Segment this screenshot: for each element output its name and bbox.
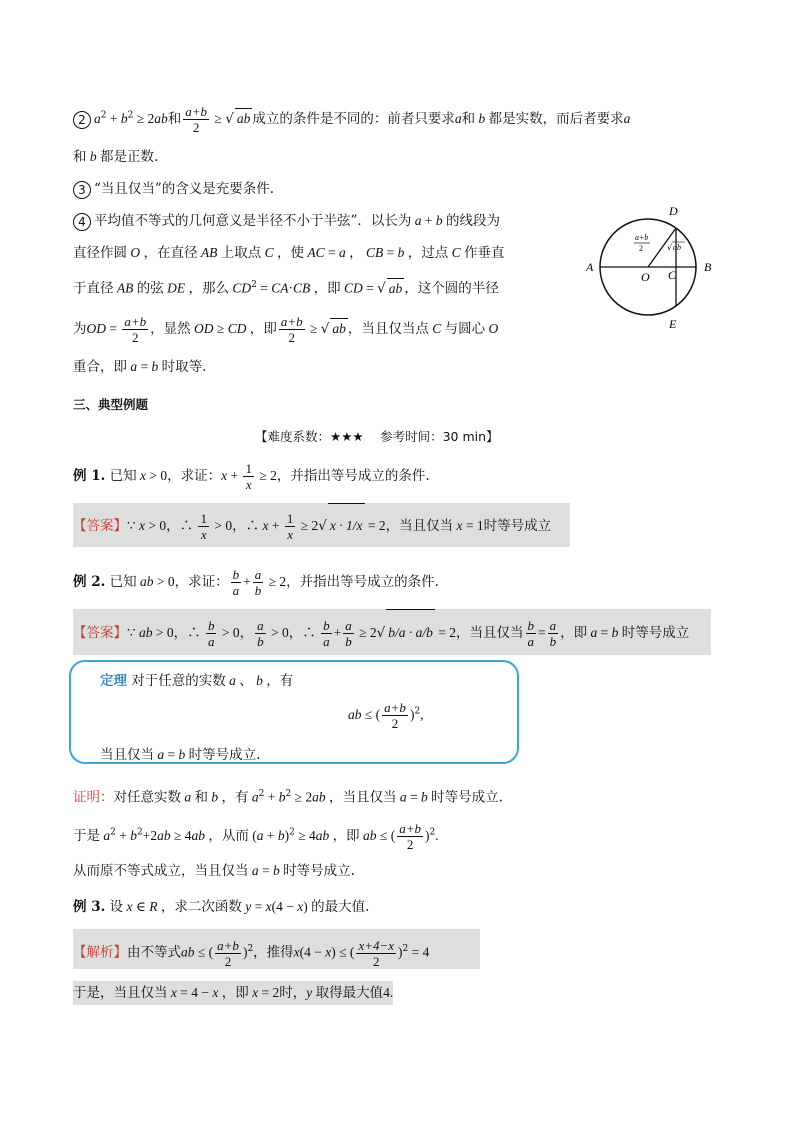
item2-line1: 2 $a^2 + b^2 \ge 2ab$和 $\frac{a+b}{2}$ ≥ √ ab 成立的条件是不同的：前者只要求a和 b 都是实数，而后者要求a <box>73 104 630 135</box>
item4-line1: 4 平均值不等式的几何意义是半径不小于半弦”．以长为 a + b 的线段为 <box>73 211 500 231</box>
difficulty-line: 【难度系数：★★★ 参考时间：30 min】 <box>255 429 499 444</box>
figure-label-e: E <box>669 317 677 331</box>
figure-label-d: D <box>669 204 678 218</box>
figure-label-o: O <box>641 270 650 284</box>
figure-label-b: B <box>704 260 712 274</box>
circled-number-2: 2 <box>73 111 91 129</box>
circle-figure <box>582 200 722 340</box>
item3-line: 3 “当且仅当”的含义是充要条件. <box>73 179 274 199</box>
item2-line2: 和 b 都是正数. <box>73 149 159 165</box>
ex3-solution: 【解析】由不等式ab ≤ ( $\frac{a+b}{2}$ )$^2$，推得x(4 − x) ≤ ( $\frac{x+4-x}{2}$ )$^2$ = 4 <box>73 929 480 969</box>
ex1-answer: 【答案】∵ x > 0，∴ $\frac{1}{x}$ > 0，∴ x + $\frac{1}{x}$ ≥ 2√ x · 1/x = 2，当且仅当 x = 1时等号成立 <box>73 503 570 547</box>
circled-number-4: 4 <box>73 213 91 231</box>
item4-line4: 为OD = $\frac{a+b}{2}$ ，显然 OD ≥ CD ，即 $\frac{a+b}{2}$ ≥ √ ab ，当且仅当点 C 与圆心 O <box>73 314 499 345</box>
ex3-conclusion: 于是，当且仅当 x = 4 − x ，即 x = 2时，y 取得最大值4. <box>73 981 393 1005</box>
circled-number-3: 3 <box>73 181 91 199</box>
theorem-line3: 当且仅当 a = b 时等号成立. <box>100 747 261 763</box>
ex3-question: 例 3. 设 x ∈ R ，求二次函数 y = x(4 − x) 的最大值. <box>73 899 370 915</box>
figure-label-frac-den: 2 <box>639 244 643 253</box>
theorem-line1: 定理 对于任意的实数 a 、 b ，有 <box>100 673 294 689</box>
ex2-question: 例 2. 已知 ab > 0，求证： $\frac{b}{a}$ + $\frac{a}{b}$ ≥ 2，并指出等号成立的条件. <box>73 567 439 598</box>
figure-label-sqrt-ab: ab <box>673 243 681 252</box>
figure-label-c: C <box>668 268 677 282</box>
figure-label-a: A <box>586 260 594 274</box>
ex1-question: 例 1. 已知 x > 0，求证：x + $\frac{1}{x}$ ≥ 2，并指出等号成立的条件. <box>73 461 430 492</box>
figure-label-frac-num: a+b <box>635 233 649 242</box>
ex2-answer: 【答案】∵ ab > 0，∴ $\frac{b}{a}$ > 0， $\frac{a}{b}$ > 0，∴ $\frac{b}{a}$ + $\frac{a}{b}$ ≥ 2√ b/a · a/b = 2，当且仅当 $\frac{b}{a}$ = $\frac{a}{b}$ ，即 a = b 时等号成立 <box>73 609 711 655</box>
proof-line3: 从而原不等式成立，当且仅当 a = b 时等号成立. <box>73 863 355 879</box>
section-title: 三、典型例题 <box>73 397 149 412</box>
figure-sqrt-symbol: √ <box>667 243 673 252</box>
proof-line1: 证明：对任意实数 a 和 b ，有 $a^2 + b^2 \ge 2ab$ ，当且仅当 a = b 时等号成立. <box>73 789 503 806</box>
theorem-formula: ab ≤ ( $\frac{a+b}{2}$ )$^2$, <box>348 700 424 731</box>
item4-line2: 直径作圆 O ，在直径 AB 上取点 C ，使 AC = a ， CB = b ，过点 C 作垂直 <box>73 245 505 261</box>
item4-line3: 于直径 AB 的弦 DE ，那么 $CD^2 = CA\cdot CB$ ，即 CD = √ ab ，这个圆的半径 <box>73 275 499 299</box>
proof-line2: 于是 $a^2 + b^2+2ab \ge 4ab$ ，从而 $(a + b)^2 \ge 4ab$ ，即 ab ≤ ( $\frac{a+b}{2}$ )$^2$. <box>73 821 439 852</box>
item4-line5: 重合，即 a = b 时取等. <box>73 359 207 375</box>
